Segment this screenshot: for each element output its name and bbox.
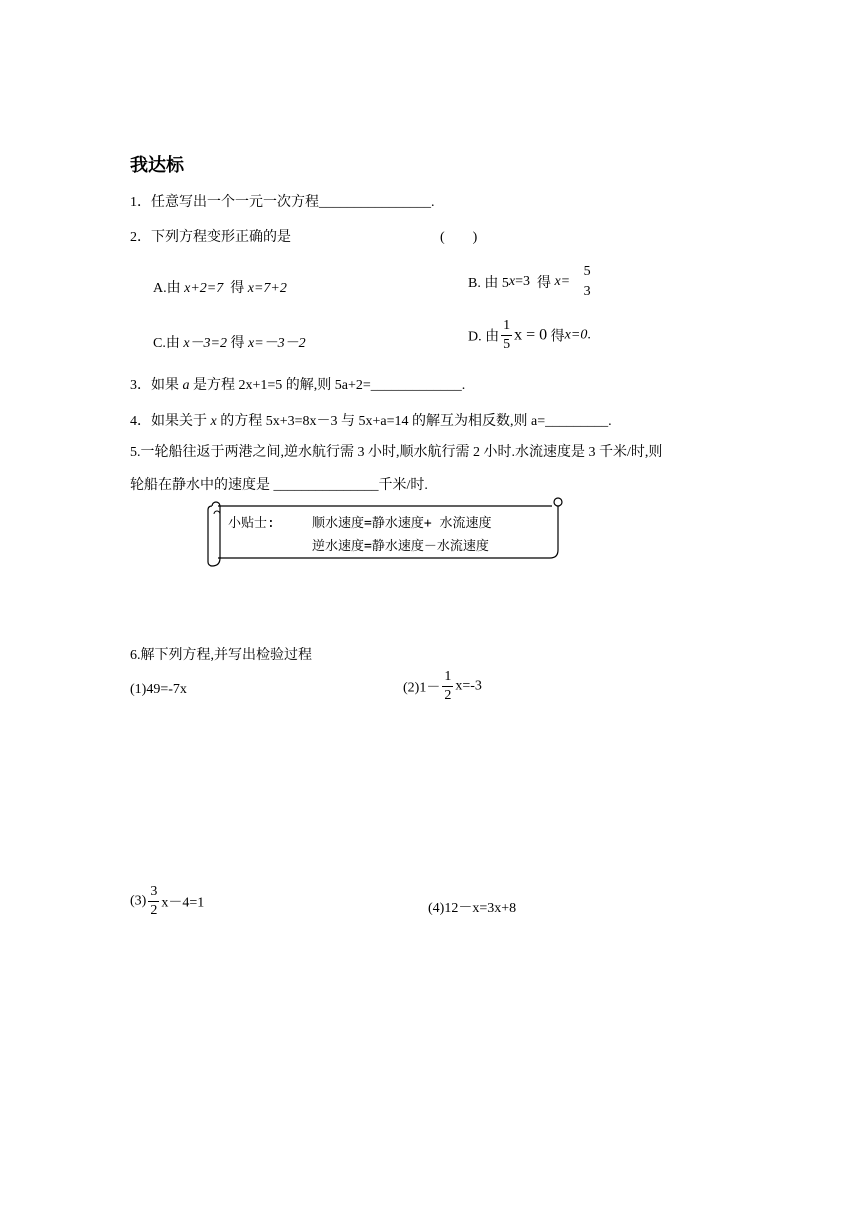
question-number: 1． [130,195,151,210]
numerator: 3 [148,885,159,902]
equation: x=-3 [455,678,482,694]
period: . [461,378,466,393]
question-text: 的方程 5x+3=8x－3 与 5x+a=14 的解互为相反数,则 a= [220,414,546,429]
period: . [587,327,591,343]
variable-x: x [210,414,217,429]
option-label: C.由 [153,336,180,351]
question-text: 下列方程变形正确的是 [151,230,291,245]
question-4 [130,410,612,430]
option-d[interactable] [468,319,591,352]
connector: 得 [536,276,551,291]
problem-3 [130,885,204,918]
fraction [148,885,159,918]
equation: (3) [130,893,147,909]
connector: 得 [550,329,565,345]
tip-label: 小贴士: [228,516,275,531]
problem-4: (4)12－x=3x+8 [428,901,517,916]
tip-line-1: 顺水速度=静水速度+ 水流速度 [312,516,492,531]
question-number: 3． [130,378,151,393]
period: . [608,414,612,429]
answer-blank[interactable]: ________________ [319,195,431,210]
answer-paren[interactable]: ( ) [440,230,478,245]
connector: 得 [230,281,245,296]
numerator: 1 [442,670,453,687]
question-number: 4． [130,414,151,429]
equation: =3 [515,274,530,289]
question-number: 2． [130,230,151,245]
answer-blank[interactable]: _______________ [273,478,379,493]
fraction [501,319,512,352]
numerator: 5 [583,264,591,279]
question-text: 是方程 2x+1=5 的解,则 5a+2= [193,378,371,393]
question-text: 如果 [151,378,179,393]
tip-scroll-frame [200,494,570,568]
equation: x=7+2 [247,281,287,296]
question-2 [130,226,291,246]
fraction [582,265,593,299]
problem-1: (1)49=-7x [130,682,187,697]
numerator: 1 [501,319,512,336]
denominator: 2 [150,903,158,918]
equation: x－4=1 [161,895,205,911]
question-1 [130,191,435,211]
option-b[interactable] [468,265,595,299]
question-text: 如果关于 [151,414,207,429]
option-label: D. 由 [468,329,500,345]
answer-blank[interactable]: _________ [545,414,609,429]
equation: x－3=2 [183,336,228,351]
question-text: 任意写出一个一元一次方程 [151,195,319,210]
option-label: A.由 [153,281,181,296]
equation: x+2=7 [184,281,224,296]
option-c[interactable] [153,332,306,352]
variable: x [508,274,516,289]
section-title: 我达标 [130,155,184,176]
question-5-line-2 [130,474,428,494]
denominator: 2 [444,688,452,703]
period: . [431,195,435,210]
denominator: 5 [503,337,511,352]
question-3 [130,374,465,394]
equation: x= [554,274,571,289]
denominator: 3 [583,284,591,299]
answer-blank[interactable]: _____________ [370,378,462,393]
option-label: B. 由 5 [468,276,509,291]
equation: x=0 [564,327,588,343]
equation: (2)1－ [403,680,441,696]
connector: 得 [230,336,245,351]
question-text: 千米/时. [378,478,428,493]
question-text: 轮船在静水中的速度是 [130,478,270,493]
problem-2 [403,670,482,703]
option-a[interactable] [153,277,287,297]
tip-line-2: 逆水速度=静水速度－水流速度 [312,539,489,554]
question-6-title: 6.解下列方程,并写出检验过程 [130,648,312,663]
question-5-line-1: 5.一轮船往返于两港之间,逆水航行需 3 小时,顺水航行需 2 小时.水流速度是 3 千米/时,则 [130,445,663,460]
fraction [442,670,453,703]
variable: a [182,378,190,393]
equation: x = 0 [514,326,548,344]
equation: x=－3－2 [248,336,306,351]
